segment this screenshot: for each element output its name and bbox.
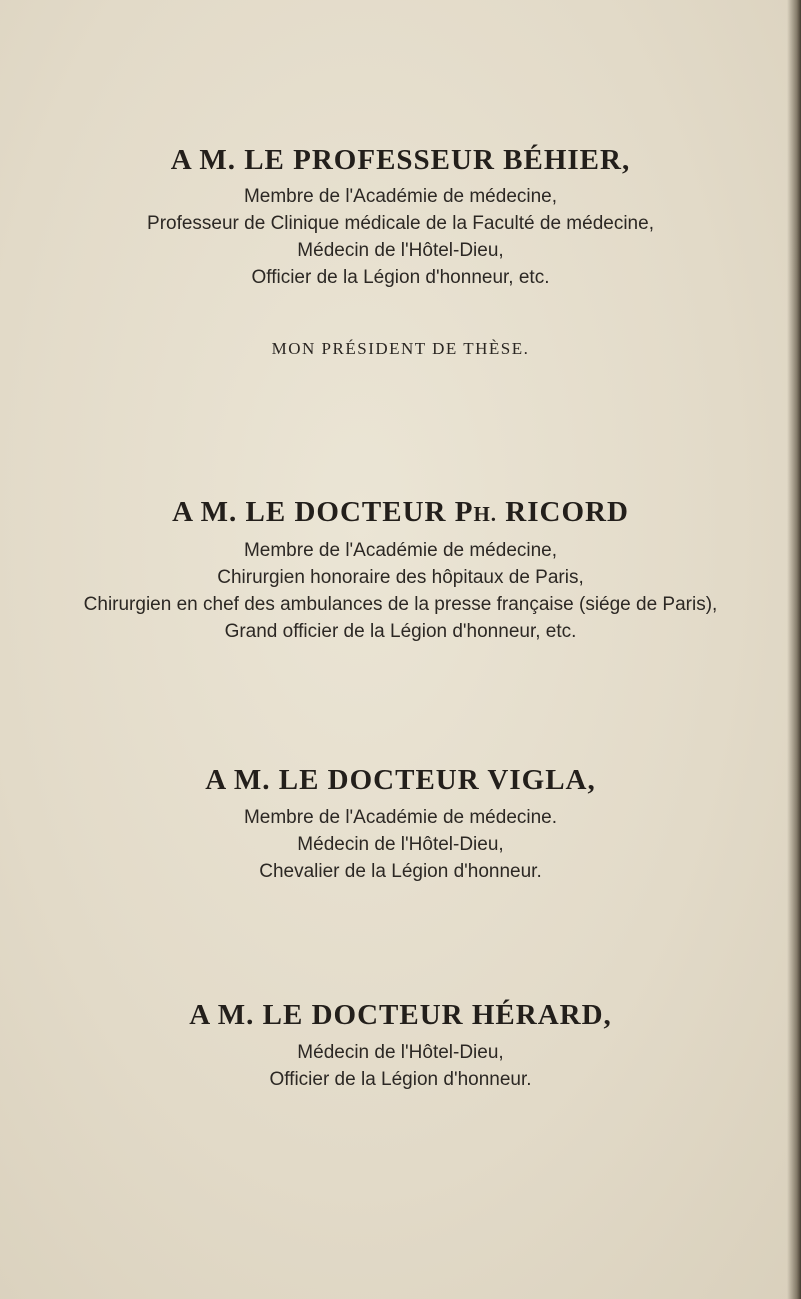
dedication-line: Médecin de l'Hôtel-Dieu, — [297, 1042, 504, 1063]
dedication-heading-ricord — [0, 495, 801, 531]
dedication-line: Médecin de l'Hôtel-Dieu, — [297, 240, 504, 261]
dedication-lines-behier — [0, 183, 801, 291]
dedication-line: Chirurgien en chef des ambulances de la presse française (siége de Paris), — [83, 594, 718, 615]
dedication-vigla — [0, 763, 801, 885]
heading-initial: P — [454, 496, 474, 528]
dedication-behier — [0, 143, 801, 291]
dedication-line: Officier de la Légion d'honneur, etc. — [251, 267, 550, 288]
heading-prefix: A M. LE DOCTEUR — [172, 496, 455, 528]
dedication-herard — [0, 998, 801, 1093]
dedication-line: Grand officier de la Légion d'honneur, etc. — [224, 621, 577, 642]
heading-smallcaps: H. — [473, 502, 498, 526]
dedication-line: Chirurgien honoraire des hôpitaux de Paris, — [217, 567, 584, 588]
dedication-lines-herard — [0, 1039, 801, 1093]
dedication-line: Professeur de Clinique médicale de la Faculté de médecine, — [147, 213, 654, 234]
dedication-heading-herard: A M. LE DOCTEUR HÉRARD, — [189, 999, 612, 1031]
dedication-lines-ricord — [0, 537, 801, 645]
dedication-lines-vigla — [0, 804, 801, 885]
dedication-heading-behier: A M. LE PROFESSEUR BÉHIER, — [170, 144, 631, 176]
dedication-line: Officier de la Légion d'honneur. — [269, 1069, 532, 1090]
dedication-ricord — [0, 495, 801, 645]
heading-suffix: RICORD — [497, 496, 629, 528]
dedication-line: Chevalier de la Légion d'honneur. — [259, 861, 542, 882]
dedication-line: Médecin de l'Hôtel-Dieu, — [297, 834, 504, 855]
dedication-line: Membre de l'Académie de médecine. — [243, 807, 558, 828]
subtitle-president-de-these: MON PRÉSIDENT DE THÈSE. — [271, 339, 530, 358]
dedication-line: Membre de l'Académie de médecine, — [243, 186, 558, 207]
dedication-line: Membre de l'Académie de médecine, — [243, 540, 558, 561]
dedication-heading-vigla: A M. LE DOCTEUR VIGLA, — [205, 764, 596, 796]
